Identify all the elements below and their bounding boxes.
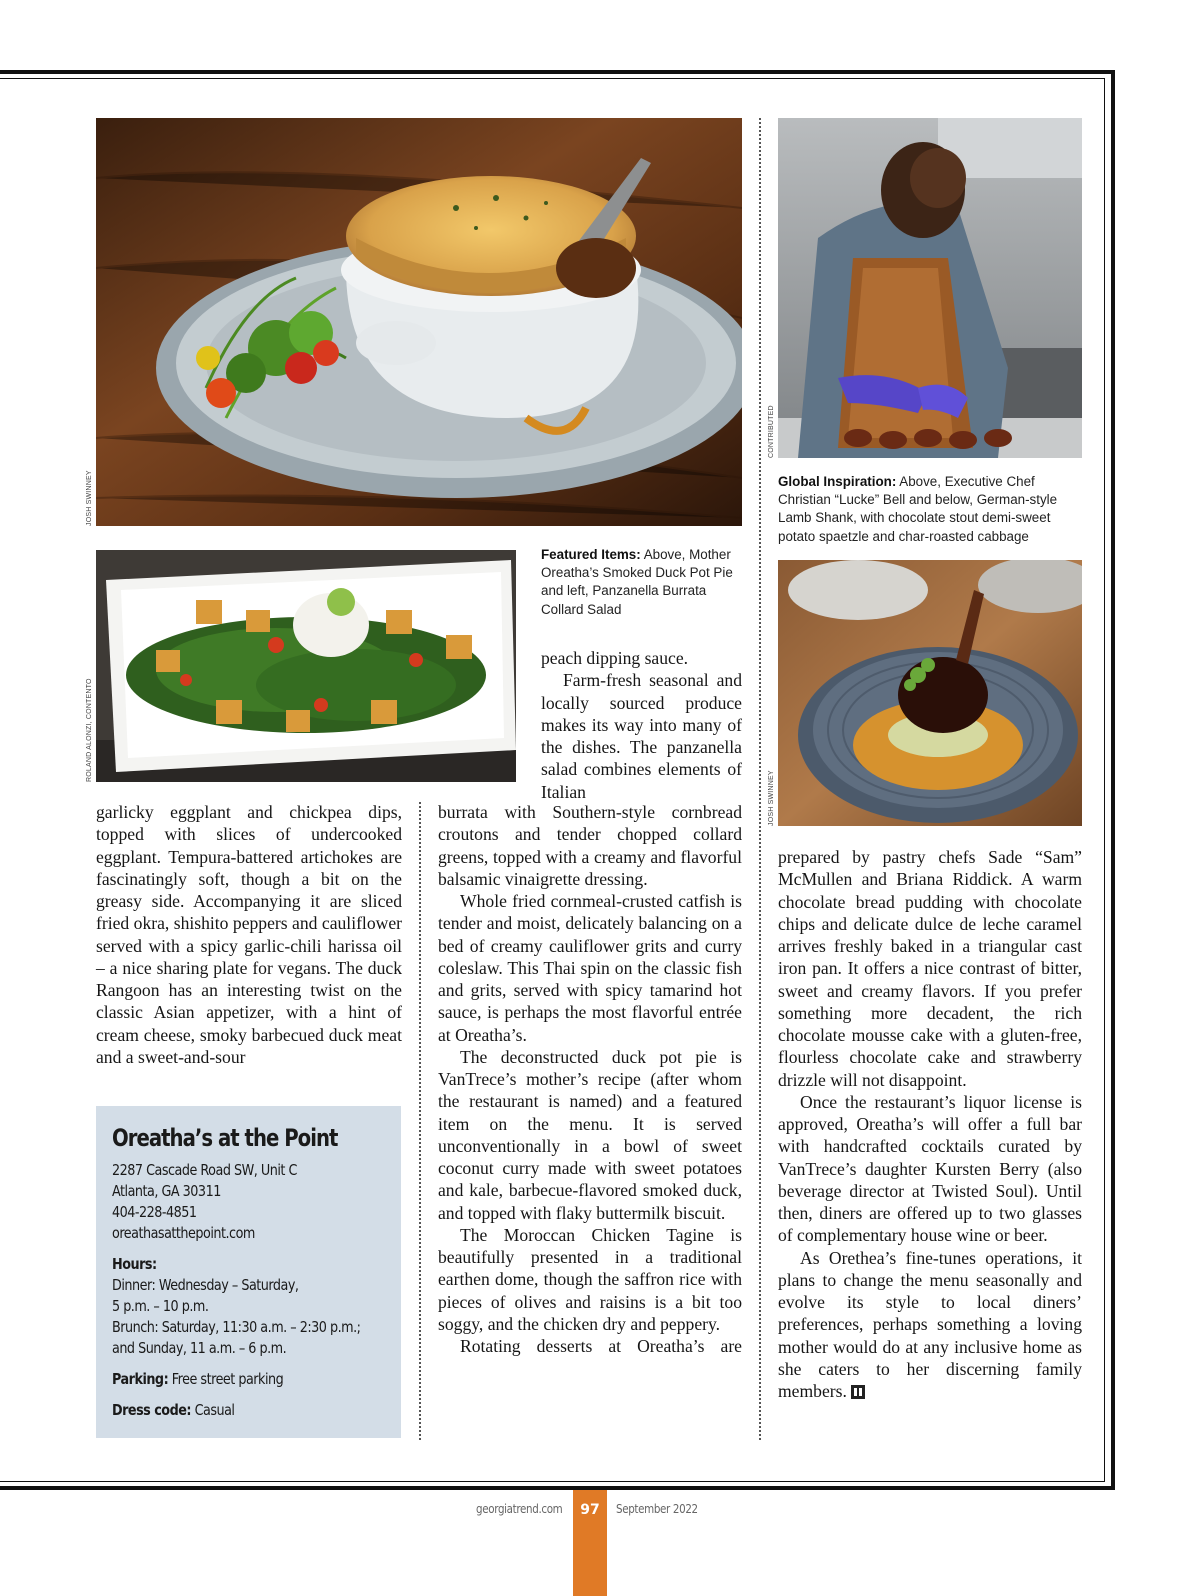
parking-info bbox=[112, 1369, 339, 1390]
article-col3-p1: prepared by pastry chefs Sade “Sam” McMullen and Briana Riddick. A warm chocolate bread pudding with chocolate chips and delicate dulce de leche caramel arrives freshly baked in a triangular cast iron pan. It offers a nice contrast of bitter, sweet and creamy flavors. If you prefer something more decadent, the rich chocolate mousse cake with a gluten-free, flourless chocolate cake and strawberry drizzle will not disappoint. bbox=[778, 847, 1082, 1090]
photo-credit-salad: ROLAND ALONZI, CONTENTO bbox=[86, 678, 93, 782]
caption-featured-items bbox=[541, 546, 733, 619]
column-rule-left bbox=[419, 802, 421, 1440]
restaurant-name: Oreatha’s at the Point bbox=[112, 1124, 338, 1152]
column-rule-right bbox=[759, 118, 761, 1440]
article-col2-p2-cont: burrata with Southern-style cornbread croutons and tender chopped collard greens, topped with a creamy and flavorful balsamic vinaigrette dressing. bbox=[438, 802, 742, 889]
footer-site: georgiatrend.com bbox=[475, 1502, 562, 1516]
caption-global-label: Global Inspiration: bbox=[778, 474, 897, 489]
article-col1-paragraph: garlicky eggplant and chickpea dips, topped with slices of undercooked eggplant. Tempura-battered artichokes are fascinatingly soft, though a bit on the greasy side. Accompanying it are sliced fried okra, shishito peppers and cauliflower served with a spicy garlic-chili harissa oil – a nice sharing plate for vegans. The duck Rangoon has an interesting twist on the classic Asian appetizer, with a hint of cream cheese, smoky barbecued duck meat and a sweet-and-sour bbox=[96, 802, 402, 1067]
dress-code-label: Dress code: bbox=[112, 1401, 192, 1419]
page-number: 97 bbox=[573, 1490, 607, 1596]
hours-line-4: and Sunday, 11 a.m. – 6 p.m. bbox=[112, 1339, 287, 1357]
hours-label: Hours: bbox=[112, 1255, 157, 1273]
article-col2-p6: Rotating desserts at Oreatha’s are bbox=[460, 1336, 742, 1356]
article-col2-p1: peach dipping sauce. bbox=[541, 648, 689, 668]
photo-duck-pot-pie bbox=[96, 118, 742, 526]
photo-panzanella-salad bbox=[96, 550, 516, 782]
hours-line-3: Brunch: Saturday, 11:30 a.m. – 2:30 p.m.; bbox=[112, 1318, 361, 1336]
caption-global-inspiration bbox=[778, 473, 1082, 546]
photo-credit-chef: CONTRIBUTED bbox=[768, 405, 775, 458]
article-column-3 bbox=[778, 846, 1082, 1402]
page-footer bbox=[0, 1490, 1200, 1596]
article-col2-p5: The Moroccan Chicken Tagine is beautifully presented in a traditional earthen dome, though the saffron rice with pieces of olives and raisins is a bit too soggy, and the chicken dry and peppery. bbox=[438, 1224, 742, 1334]
restaurant-info-box bbox=[96, 1106, 401, 1438]
address-line-1: 2287 Cascade Road SW, Unit C bbox=[112, 1161, 297, 1179]
caption-featured-text: Above, Mother Oreatha’s Smoked Duck Pot Pie and left, Panzanella Burrata Collard Salad bbox=[541, 547, 733, 617]
article-column-2-top bbox=[541, 647, 742, 803]
parking-label: Parking: bbox=[112, 1370, 169, 1388]
end-of-article-icon bbox=[851, 1385, 865, 1399]
article-col3-p3 bbox=[778, 1247, 1082, 1403]
photo-credit-pot-pie: JOSH SWINNEY bbox=[86, 470, 93, 526]
caption-global-text: Above, Executive Chef Christian “Lucke” Bell and below, German-style Lamb Shank, with chocolate stout demi-sweet potato spaetzle and char-roasted cabbage bbox=[778, 474, 1058, 544]
dress-code-info bbox=[112, 1400, 339, 1421]
hours-line-1: Dinner: Wednesday – Saturday, bbox=[112, 1276, 299, 1294]
photo-lamb-shank bbox=[778, 560, 1082, 826]
website: oreathasatthepoint.com bbox=[112, 1224, 255, 1242]
photo-credit-lamb: JOSH SWINNEY bbox=[768, 770, 775, 826]
address-line-2: Atlanta, GA 30311 bbox=[112, 1182, 221, 1200]
phone-number: 404-228-4851 bbox=[112, 1203, 197, 1221]
article-column-1 bbox=[96, 801, 402, 1068]
article-col2-p3: Whole fried cornmeal-crusted catfish is tender and moist, delicately balancing on a bed of creamy cauliflower grits and curry coleslaw. This Thai spin on the classic fish and grits, served with spicy tamarind hot sauce, is perhaps the most flavorful entrée at Oreatha’s. bbox=[438, 891, 742, 1045]
article-col3-p2: Once the restaurant’s liquor license is approved, Oreatha’s will offer a full bar with handcrafted cocktails curated by VanTrece’s daughter Kursten Berry (also beverage director at Twisted Soul). Until then, diners are offered up to two glasses of complementary house wine or beer. bbox=[778, 1091, 1082, 1246]
photo-executive-chef bbox=[778, 118, 1082, 458]
parking-value: Free street parking bbox=[171, 1370, 284, 1388]
article-col2-p4: The deconstructed duck pot pie is VanTrece’s mother’s recipe (after whom the restaurant is named) and a featured item on the menu. It is served unconventionally in a bowl of sweet coconut curry made with sweet potatoes and kale, barbecue-flavored smoked duck, and topped with flaky buttermilk biscuit. bbox=[438, 1046, 742, 1223]
article-column-2 bbox=[438, 801, 742, 1357]
article-col3-p3-text: As Orethea’s fine-tunes operations, it plans to change the menu seasonally and evolve its style to local diners’ preferences, perhaps something a loving mother would do at any inclusive home as she caters to her discerning family members. bbox=[778, 1247, 1082, 1401]
hours-line-2: 5 p.m. – 10 p.m. bbox=[112, 1297, 209, 1315]
footer-date: September 2022 bbox=[616, 1502, 698, 1516]
article-col2-p2: Farm-fresh seasonal and locally sourced produce makes its way into many of the dishes. The panzanella salad combines elements of Italian bbox=[541, 670, 742, 802]
caption-featured-label: Featured Items: bbox=[541, 547, 641, 562]
dress-code-value: Casual bbox=[194, 1401, 235, 1419]
